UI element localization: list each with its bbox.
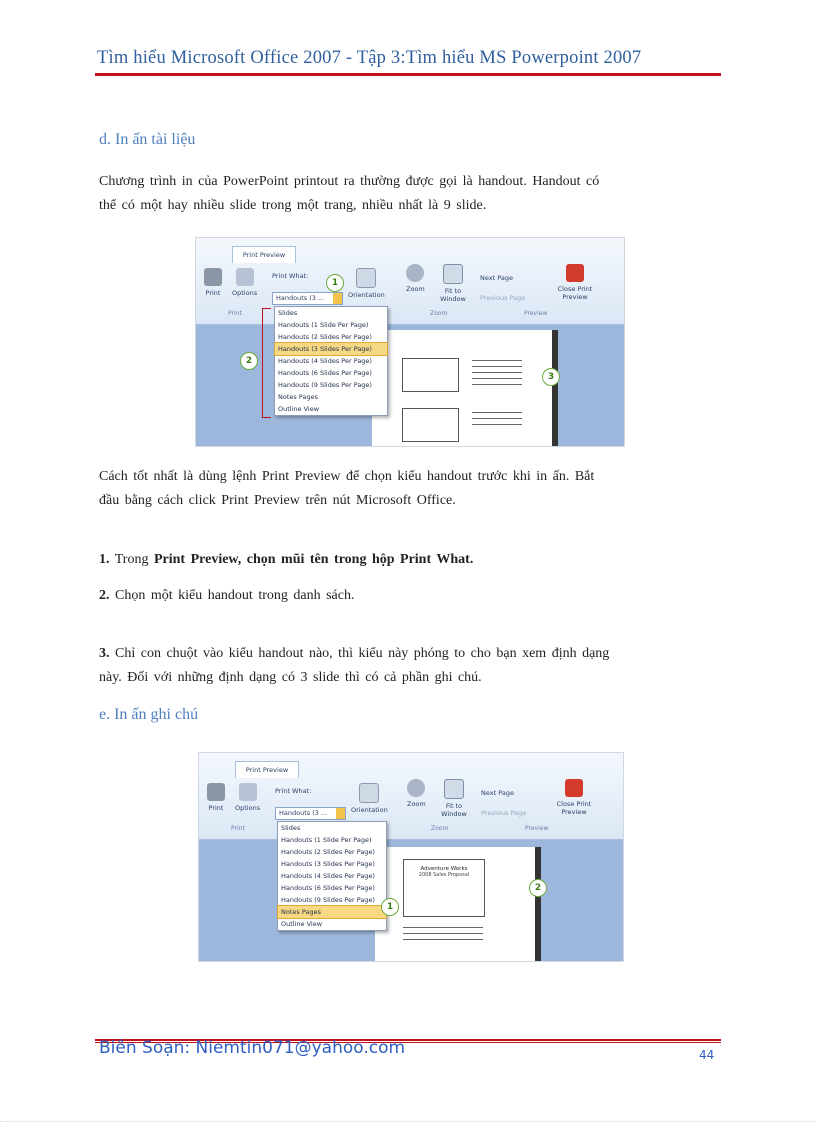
zoom-button: [407, 779, 426, 808]
orientation-button: [351, 783, 388, 814]
screenshot-print-preview-notes: [198, 752, 624, 962]
callout-2: 2: [529, 879, 547, 897]
close-preview-button: [553, 779, 595, 816]
step-text: này. Đối với những định dạng có 3 slide thì có cả phần ghi chú.: [99, 670, 482, 685]
step-1: [99, 548, 657, 572]
callout-1: 1: [381, 898, 399, 916]
callout-2: 2: [240, 352, 258, 370]
next-page-button: Next Page: [480, 274, 513, 282]
close-preview-label: Close Print Preview: [556, 800, 592, 816]
close-preview-button: [554, 264, 596, 301]
step-text: Chọn một kiểu handout trong danh sách.: [115, 588, 355, 603]
paragraph-line: Chương trình in của PowerPoint printout ra thường được gọi là handout. Handout có: [99, 174, 600, 189]
fit-window-button: [439, 779, 469, 818]
slide-thumbnail: [403, 859, 485, 917]
fit-window-icon: [444, 779, 464, 799]
menu-item: Slides: [278, 309, 298, 317]
paragraph-intro: [99, 170, 657, 218]
print-what-label: Print What:: [275, 787, 312, 795]
highlight-bracket: [262, 308, 271, 418]
page-number: 44: [699, 1048, 715, 1062]
print-button: [207, 783, 225, 812]
step-number: 2.: [99, 588, 110, 603]
menu-item: Outline View: [281, 920, 323, 928]
menu-item-highlighted: Notes Pages: [278, 906, 386, 918]
note-line: [472, 378, 522, 379]
group-print-label: Print: [228, 310, 242, 317]
notes-slide-subtitle: 2008 Sales Proposal: [418, 872, 470, 878]
orientation-label: Orientation: [351, 806, 388, 814]
close-icon: [565, 779, 583, 797]
page-header-title: Tìm hiểu Microsoft Office 2007 - Tập 3:Tìm hiểu MS Powerpoint 2007: [97, 48, 642, 68]
menu-item: Notes Pages: [278, 393, 318, 401]
chevron-down-icon: [336, 808, 345, 819]
options-icon: [236, 268, 254, 286]
print-button: [204, 268, 222, 297]
zoom-label: Zoom: [407, 800, 426, 808]
group-print-label: Print: [231, 825, 245, 832]
heading-print-handouts: d. In ấn tài liệu: [99, 131, 196, 148]
note-line: [403, 939, 483, 940]
note-line: [403, 933, 483, 934]
print-what-value: Handouts (3 ...: [279, 809, 328, 817]
menu-item: Slides: [281, 824, 301, 832]
zoom-label: Zoom: [406, 285, 425, 293]
print-label: Print: [208, 804, 224, 812]
options-button: [235, 783, 260, 812]
group-preview-label: Preview: [524, 310, 548, 317]
ribbon: [199, 753, 623, 840]
step-2: [99, 584, 657, 608]
heading-print-notes: e. In ấn ghi chú: [99, 706, 199, 723]
previous-page-button: Previous Page: [480, 294, 526, 302]
paragraph-line: thể có một hay nhiều slide trong một trang, nhiều nhất là 9 slide.: [99, 198, 487, 213]
step-number: 3.: [99, 646, 110, 661]
print-label: Print: [205, 289, 221, 297]
fit-window-icon: [443, 264, 463, 284]
footer-author: Biên Soạn: Niemtin071@yahoo.com: [99, 1038, 406, 1058]
slide-thumbnail: [402, 358, 459, 392]
note-line: [472, 384, 522, 385]
step-text-bold: Print Preview, chọn mũi tên trong hộp Print What.: [153, 552, 474, 567]
fit-window-button: [438, 264, 468, 303]
close-preview-label: Close Print Preview: [557, 285, 593, 301]
menu-item: Handouts (6 Slides Per Page): [281, 884, 375, 892]
orientation-icon: [359, 783, 379, 803]
zoom-button: [406, 264, 425, 293]
menu-item: Handouts (2 Slides Per Page): [281, 848, 375, 856]
paragraph-tip: [99, 465, 657, 513]
menu-item: Handouts (1 Slide Per Page): [278, 321, 369, 329]
previous-page-button: Previous Page: [481, 809, 527, 817]
slide-thumbnail: [402, 408, 459, 442]
note-line: [472, 418, 522, 419]
step-text: Chỉ con chuột vào kiểu handout nào, thì kiểu này phóng to cho bạn xem định dạng: [115, 646, 610, 661]
options-button: [232, 268, 257, 297]
close-icon: [566, 264, 584, 282]
menu-item: Handouts (9 Slides Per Page): [278, 381, 372, 389]
fit-window-label: Fit to Window: [440, 287, 466, 303]
chevron-down-icon: [333, 293, 342, 304]
note-line: [472, 366, 522, 367]
menu-item: Outline View: [278, 405, 320, 413]
print-what-dropdown: [275, 807, 346, 820]
note-line: [472, 424, 522, 425]
printer-icon: [204, 268, 222, 286]
note-line: [472, 412, 522, 413]
options-label: Options: [232, 289, 258, 297]
group-preview-label: Preview: [525, 825, 549, 832]
note-line: [403, 927, 483, 928]
options-label: Options: [235, 804, 261, 812]
callout-1: 1: [326, 274, 344, 292]
callout-3: 3: [542, 368, 560, 386]
header-rule: [95, 73, 721, 76]
print-what-menu: [274, 306, 388, 416]
orientation-icon: [356, 268, 376, 288]
print-what-dropdown: [272, 292, 343, 305]
group-zoom-label: Zoom: [431, 825, 449, 832]
menu-item: Handouts (6 Slides Per Page): [278, 369, 372, 377]
print-what-menu: [277, 821, 387, 931]
tab-print-preview: Print Preview: [235, 761, 299, 778]
notes-slide-title: Adventure Works: [420, 866, 468, 872]
menu-item: Handouts (4 Slides Per Page): [281, 872, 375, 880]
screenshot-print-preview-handouts: [195, 237, 625, 447]
step-3: [99, 642, 657, 690]
menu-item: Handouts (2 Slides Per Page): [278, 333, 372, 341]
menu-item: Handouts (9 Slides Per Page): [281, 896, 375, 904]
print-what-label: Print What:: [272, 272, 309, 280]
zoom-icon: [407, 779, 425, 797]
menu-item: Handouts (1 Slide Per Page): [281, 836, 372, 844]
preview-page: [375, 847, 541, 962]
fit-window-label: Fit to Window: [441, 802, 467, 818]
menu-item-highlighted: Handouts (3 Slides Per Page): [275, 343, 387, 355]
print-what-value: Handouts (3 ...: [276, 294, 325, 302]
printer-icon: [207, 783, 225, 801]
zoom-icon: [406, 264, 424, 282]
page-border: [0, 1121, 816, 1122]
tab-print-preview: Print Preview: [232, 246, 296, 263]
note-line: [472, 360, 522, 361]
paragraph-line: Cách tốt nhất là dùng lệnh Print Preview để chọn kiểu handout trước khi in ấn. Bắt: [99, 469, 595, 484]
step-number: 1.: [99, 552, 110, 567]
menu-item: Handouts (3 Slides Per Page): [281, 860, 375, 868]
note-line: [472, 372, 522, 373]
paragraph-line: đầu bằng cách click Print Preview trên nút Microsoft Office.: [99, 493, 456, 508]
menu-item: Handouts (4 Slides Per Page): [278, 357, 372, 365]
ribbon: [196, 238, 624, 325]
step-text: Trong: [114, 552, 149, 567]
options-icon: [239, 783, 257, 801]
next-page-button: Next Page: [481, 789, 514, 797]
group-zoom-label: Zoom: [430, 310, 448, 317]
orientation-button: [348, 268, 385, 299]
orientation-label: Orientation: [348, 291, 385, 299]
preview-page: [372, 330, 558, 447]
